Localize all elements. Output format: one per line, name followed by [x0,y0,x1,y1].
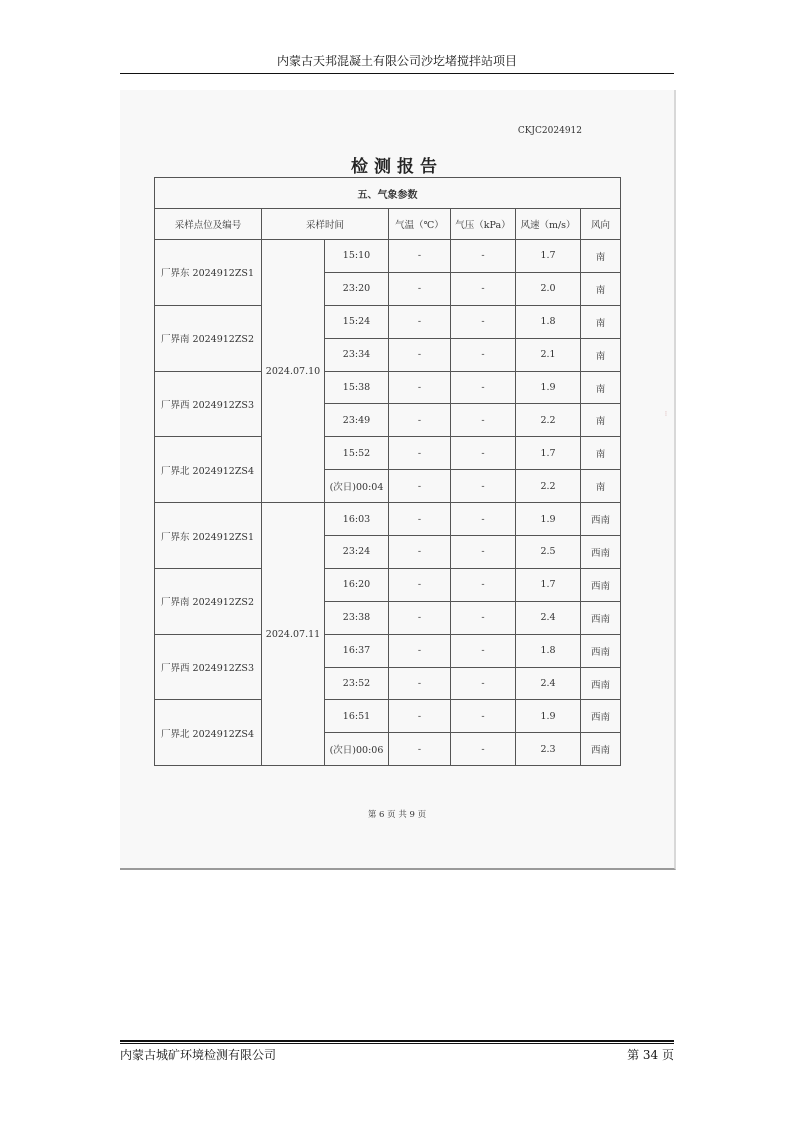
temperature-cell: - [389,503,451,536]
wind-speed-cell: 1.8 [516,634,581,667]
pressure-cell: - [451,338,516,371]
sampling-location: 厂界南 2024912ZS2 [155,305,262,371]
wind-direction-cell: 西南 [581,503,621,536]
footer-company: 内蒙古城矿环境检测有限公司 [120,1048,277,1062]
wind-direction-cell: 南 [581,338,621,371]
wind-direction-cell: 南 [581,305,621,338]
wind-direction-cell: 西南 [581,700,621,733]
sampling-date: 2024.07.11 [262,503,325,766]
wind-speed-cell: 2.3 [516,733,581,766]
report-code: CKJC2024912 [517,126,582,136]
pressure-cell: - [451,470,516,503]
header-rule [120,73,674,74]
pressure-cell: - [451,601,516,634]
temperature-cell: - [389,272,451,305]
wind-speed-cell: 1.8 [516,305,581,338]
sampling-location: 厂界南 2024912ZS2 [155,568,262,634]
sampling-time: 23:24 [325,536,389,569]
weather-parameter-table [154,177,621,766]
temperature-cell: - [389,305,451,338]
pressure-cell: - [451,634,516,667]
table-row [155,634,621,667]
temperature-cell: - [389,338,451,371]
wind-direction-cell: 西南 [581,536,621,569]
temperature-cell: - [389,240,451,273]
column-header: 风速（m/s） [516,209,581,240]
wind-direction-cell: 西南 [581,634,621,667]
wind-speed-cell: 2.5 [516,536,581,569]
sampling-time: 15:24 [325,305,389,338]
pressure-cell: - [451,503,516,536]
sampling-location: 厂界北 2024912ZS4 [155,700,262,766]
temperature-cell: - [389,536,451,569]
sampling-time: (次日)00:06 [325,733,389,766]
column-header: 采样点位及编号 [155,209,262,240]
sampling-date: 2024.07.10 [262,240,325,503]
footer-rule-thin [120,1043,674,1044]
sampling-location: 厂界西 2024912ZS3 [155,371,262,437]
column-header: 气压（kPa） [451,209,516,240]
wind-speed-cell: 1.9 [516,700,581,733]
temperature-cell: - [389,404,451,437]
sampling-time: 23:49 [325,404,389,437]
wind-direction-cell: 西南 [581,733,621,766]
footer-rule [120,1040,674,1042]
sampling-location: 厂界北 2024912ZS4 [155,437,262,503]
pressure-cell: - [451,536,516,569]
sampling-location: 厂界西 2024912ZS3 [155,634,262,700]
edge-stamp-mark: ⁞ [665,410,667,418]
column-header: 气温（℃） [389,209,451,240]
wind-speed-cell: 2.0 [516,272,581,305]
page-header-title: 内蒙古天邦混凝土有限公司沙圪堵搅拌站项目 [276,54,517,68]
wind-speed-cell: 2.1 [516,338,581,371]
wind-direction-cell: 西南 [581,601,621,634]
pressure-cell: - [451,700,516,733]
wind-direction-cell: 南 [581,404,621,437]
temperature-cell: - [389,667,451,700]
wind-direction-cell: 南 [581,371,621,404]
table-body [155,240,621,766]
wind-direction-cell: 南 [581,470,621,503]
wind-speed-cell: 2.4 [516,601,581,634]
wind-direction-cell: 西南 [581,667,621,700]
footer-page-number: 第 34 页 [627,1048,674,1062]
wind-speed-cell: 2.4 [516,667,581,700]
pressure-cell: - [451,437,516,470]
table-row [155,503,621,536]
sampling-location: 厂界东 2024912ZS1 [155,240,262,306]
temperature-cell: - [389,437,451,470]
temperature-cell: - [389,470,451,503]
pressure-cell: - [451,305,516,338]
sampling-time: 23:52 [325,667,389,700]
temperature-cell: - [389,733,451,766]
sampling-time: 16:37 [325,634,389,667]
wind-direction-cell: 南 [581,437,621,470]
temperature-cell: - [389,634,451,667]
sampling-time: 16:51 [325,700,389,733]
temperature-cell: - [389,371,451,404]
pressure-cell: - [451,240,516,273]
wind-speed-cell: 1.7 [516,437,581,470]
sampling-time: 23:38 [325,601,389,634]
table-row [155,568,621,601]
pressure-cell: - [451,667,516,700]
temperature-cell: - [389,700,451,733]
temperature-cell: - [389,601,451,634]
wind-speed-cell: 2.2 [516,404,581,437]
section-title: 五、气象参数 [155,178,621,209]
pressure-cell: - [451,733,516,766]
table-row [155,305,621,338]
table-row [155,437,621,470]
pressure-cell: - [451,272,516,305]
sampling-time: 15:38 [325,371,389,404]
wind-direction-cell: 南 [581,240,621,273]
pressure-cell: - [451,568,516,601]
report-title: 检测报告 [351,157,443,177]
sampling-time: 15:52 [325,437,389,470]
wind-speed-cell: 1.7 [516,240,581,273]
sampling-time: 15:10 [325,240,389,273]
sampling-time: 23:34 [325,338,389,371]
wind-direction-cell: 南 [581,272,621,305]
table-row [155,371,621,404]
sampling-time: (次日)00:04 [325,470,389,503]
sampling-time: 16:20 [325,568,389,601]
pressure-cell: - [451,371,516,404]
scanned-report-page [120,90,676,870]
temperature-cell: - [389,568,451,601]
column-header: 采样时间 [262,209,389,240]
wind-speed-cell: 1.7 [516,568,581,601]
wind-speed-cell: 2.2 [516,470,581,503]
wind-speed-cell: 1.9 [516,371,581,404]
table-row [155,240,621,273]
wind-speed-cell: 1.9 [516,503,581,536]
sampling-time: 16:03 [325,503,389,536]
column-header: 风向 [581,209,621,240]
pressure-cell: - [451,404,516,437]
table-row [155,700,621,733]
sampling-location: 厂界东 2024912ZS1 [155,503,262,569]
report-page-number: 第 6 页 共 9 页 [367,810,427,820]
wind-direction-cell: 西南 [581,568,621,601]
sampling-time: 23:20 [325,272,389,305]
